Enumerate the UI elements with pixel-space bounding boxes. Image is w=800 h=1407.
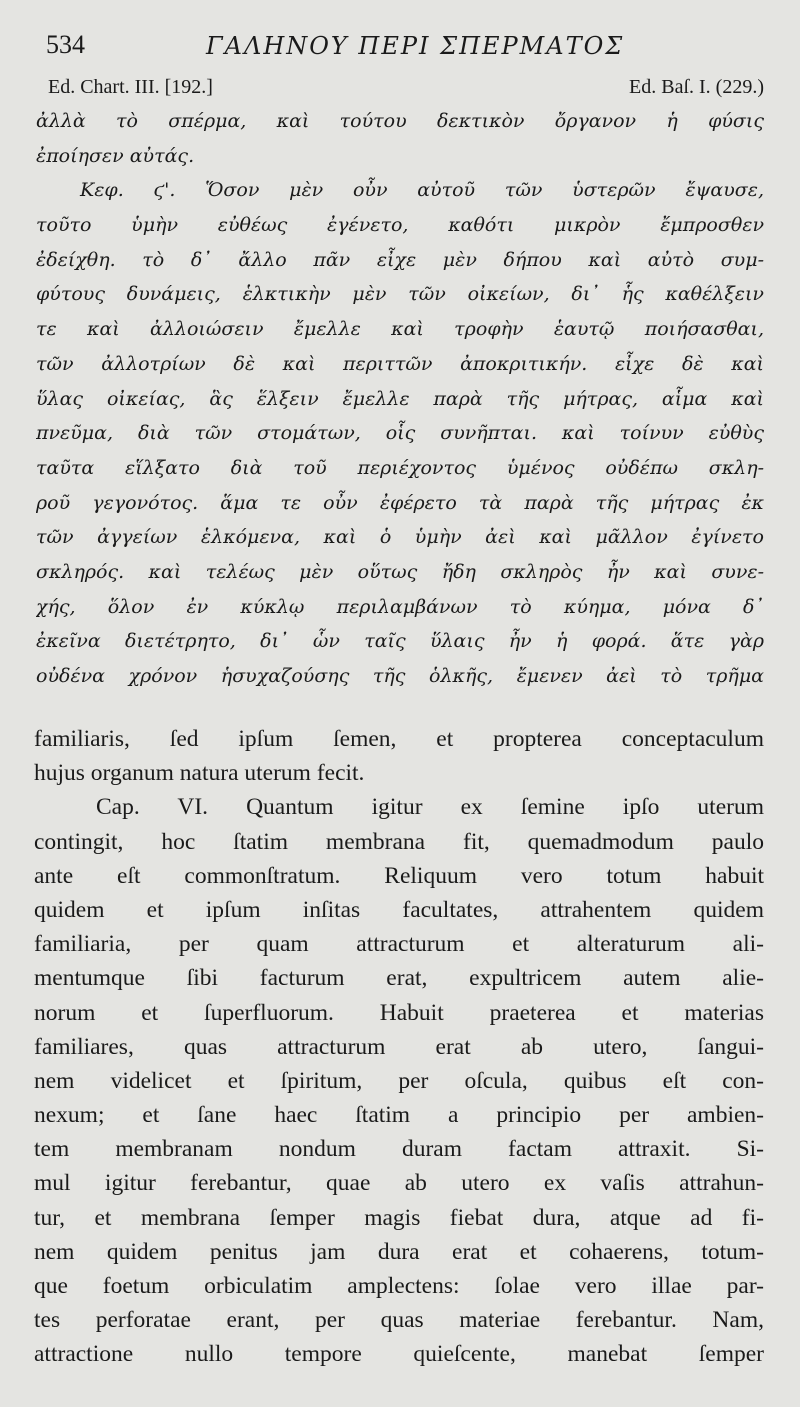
latin-line: quidem et ipſum inſitas facultates, attrahentem quidem — [34, 896, 764, 923]
greek-line: χής, ὅλον ἐν κύκλῳ περιλαμβάνων τὸ κύημα, μόνα δ᾽ — [36, 595, 764, 618]
running-title: ΓΑΛΗΝΟΥ ΠΕΡΙ ΣΠΕΡΜΑΤΟΣ — [206, 32, 625, 60]
latin-line: tur, et membrana ſemper magis fiebat dura, atque ad fi- — [34, 1204, 764, 1231]
page-number: 534 — [46, 30, 85, 59]
latin-line: hujus organum natura uterum fecit. — [34, 760, 365, 787]
latin-line: contingit, hoc ſtatim membrana fit, quemadmodum paulo — [34, 828, 764, 855]
latin-line: nexum; et ſane haec ſtatim a principio per ambien- — [34, 1102, 764, 1129]
greek-line: Κεφ. ϛ'. Ὅσον μὲν οὖν αὐτοῦ τῶν ὑστερῶν ἔψαυσε, — [80, 179, 764, 202]
latin-line: tem membranam nondum duram factam attraxit. Si- — [34, 1136, 764, 1163]
latin-text-block — [34, 722, 764, 1372]
greek-line: φύτους δυνάμεις, ἑλκτικὴν μὲν τῶν οἰκείων, δι᾽ ἧς καθέλξειν — [36, 283, 764, 306]
edition-reference-left: Ed. Chart. III. [192.] — [48, 76, 213, 98]
greek-line: ἐδείχθη. τὸ δ᾽ ἄλλο πᾶν εἶχε μὲν δήπου καὶ αὐτὸ συμ- — [36, 248, 764, 271]
latin-line: ante eſt commonſtratum. Reliquum vero totum habuit — [34, 862, 764, 889]
latin-line: familiares, quas attracturum erat ab utero, ſangui- — [34, 1033, 764, 1060]
latin-line: mul igitur ferebantur, quae ab utero ex vaſis attrahun- — [34, 1170, 764, 1197]
greek-line: ἀλλὰ τὸ σπέρμα, καὶ τούτου δεκτικὸν ὄργανον ἡ φύσις — [36, 110, 764, 132]
greek-line: ἐκεῖνα διετέτρητο, δι᾽ ὧν ταῖς ὕλαις ἦν ἡ φορά. ἅτε γὰρ — [36, 630, 764, 653]
latin-line: familiaris, ſed ipſum ſemen, et propterea conceptaculum — [34, 726, 764, 752]
latin-line: norum et ſuperfluorum. Habuit praeterea et materias — [34, 999, 764, 1026]
edition-reference-right: Ed. Baſ. I. (229.) — [629, 76, 764, 98]
latin-line: attractione nullo tempore quieſcente, manebat ſemper — [34, 1341, 764, 1368]
latin-line: que foetum orbiculatim amplectens: ſolae vero illae par- — [34, 1273, 764, 1299]
greek-line: ὕλας οἰκείας, ἃς ἕλξειν ἔμελλε παρὰ τῆς μήτρας, αἷμα καὶ — [36, 387, 764, 410]
latin-line: mentumque ſibi facturum erat, expultricem autem alie- — [34, 965, 764, 992]
greek-line: ταῦτα εἵλξατο διὰ τοῦ περιέχοντος ὑμένος οὐδέπω σκλη- — [36, 456, 764, 479]
greek-line: ἐποίησεν αὐτάς. — [36, 144, 195, 167]
latin-line: Cap. VI. Quantum igitur ex ſemine ipſo uterum — [96, 794, 764, 821]
greek-line: τε καὶ ἀλλοιώσειν ἔμελλε καὶ τροφὴν ἑαυτῷ ποιήσασθαι, — [36, 318, 764, 341]
greek-line: οὐδένα χρόνον ἡσυχαζούσης τῆς ὁλκῆς, ἔμενεν ἀεὶ τὸ τρῆμα — [36, 665, 764, 687]
greek-line: πνεῦμα, διὰ τῶν στομάτων, οἷς συνῆπται. καὶ τοίνυν εὐθὺς — [36, 422, 764, 445]
latin-line: familiaria, per quam attracturum et alteraturum ali- — [34, 931, 764, 958]
greek-line: ροῦ γεγονότος. ἅμα τε οὖν ἐφέρετο τὰ παρὰ τῆς μήτρας ἐκ — [36, 491, 764, 514]
latin-line: nem videlicet et ſpiritum, per oſcula, quibus eſt con- — [34, 1067, 764, 1094]
greek-line: σκληρός. καὶ τελέως μὲν οὕτως ἤδη σκληρὸς ἦν καὶ συνε- — [36, 560, 764, 583]
page-header — [46, 30, 766, 64]
latin-line: nem quidem penitus jam dura erat et cohaerens, totum- — [34, 1238, 764, 1265]
greek-line: τοῦτο ὑμὴν εὐθέως ἐγένετο, καθότι μικρὸν ἔμπροσθεν — [36, 214, 764, 237]
greek-text-block — [36, 104, 764, 694]
greek-line: τῶν ἀλλοτρίων δὲ καὶ περιττῶν ἀποκριτικήν. εἶχε δὲ καὶ — [36, 352, 764, 375]
latin-line: tes perforatae erant, per quas materiae ferebantur. Nam, — [34, 1307, 764, 1334]
greek-line: τῶν ἀγγείων ἑλκόμενα, καὶ ὁ ὑμὴν ἀεὶ καὶ μᾶλλον ἐγίνετο — [36, 526, 764, 549]
